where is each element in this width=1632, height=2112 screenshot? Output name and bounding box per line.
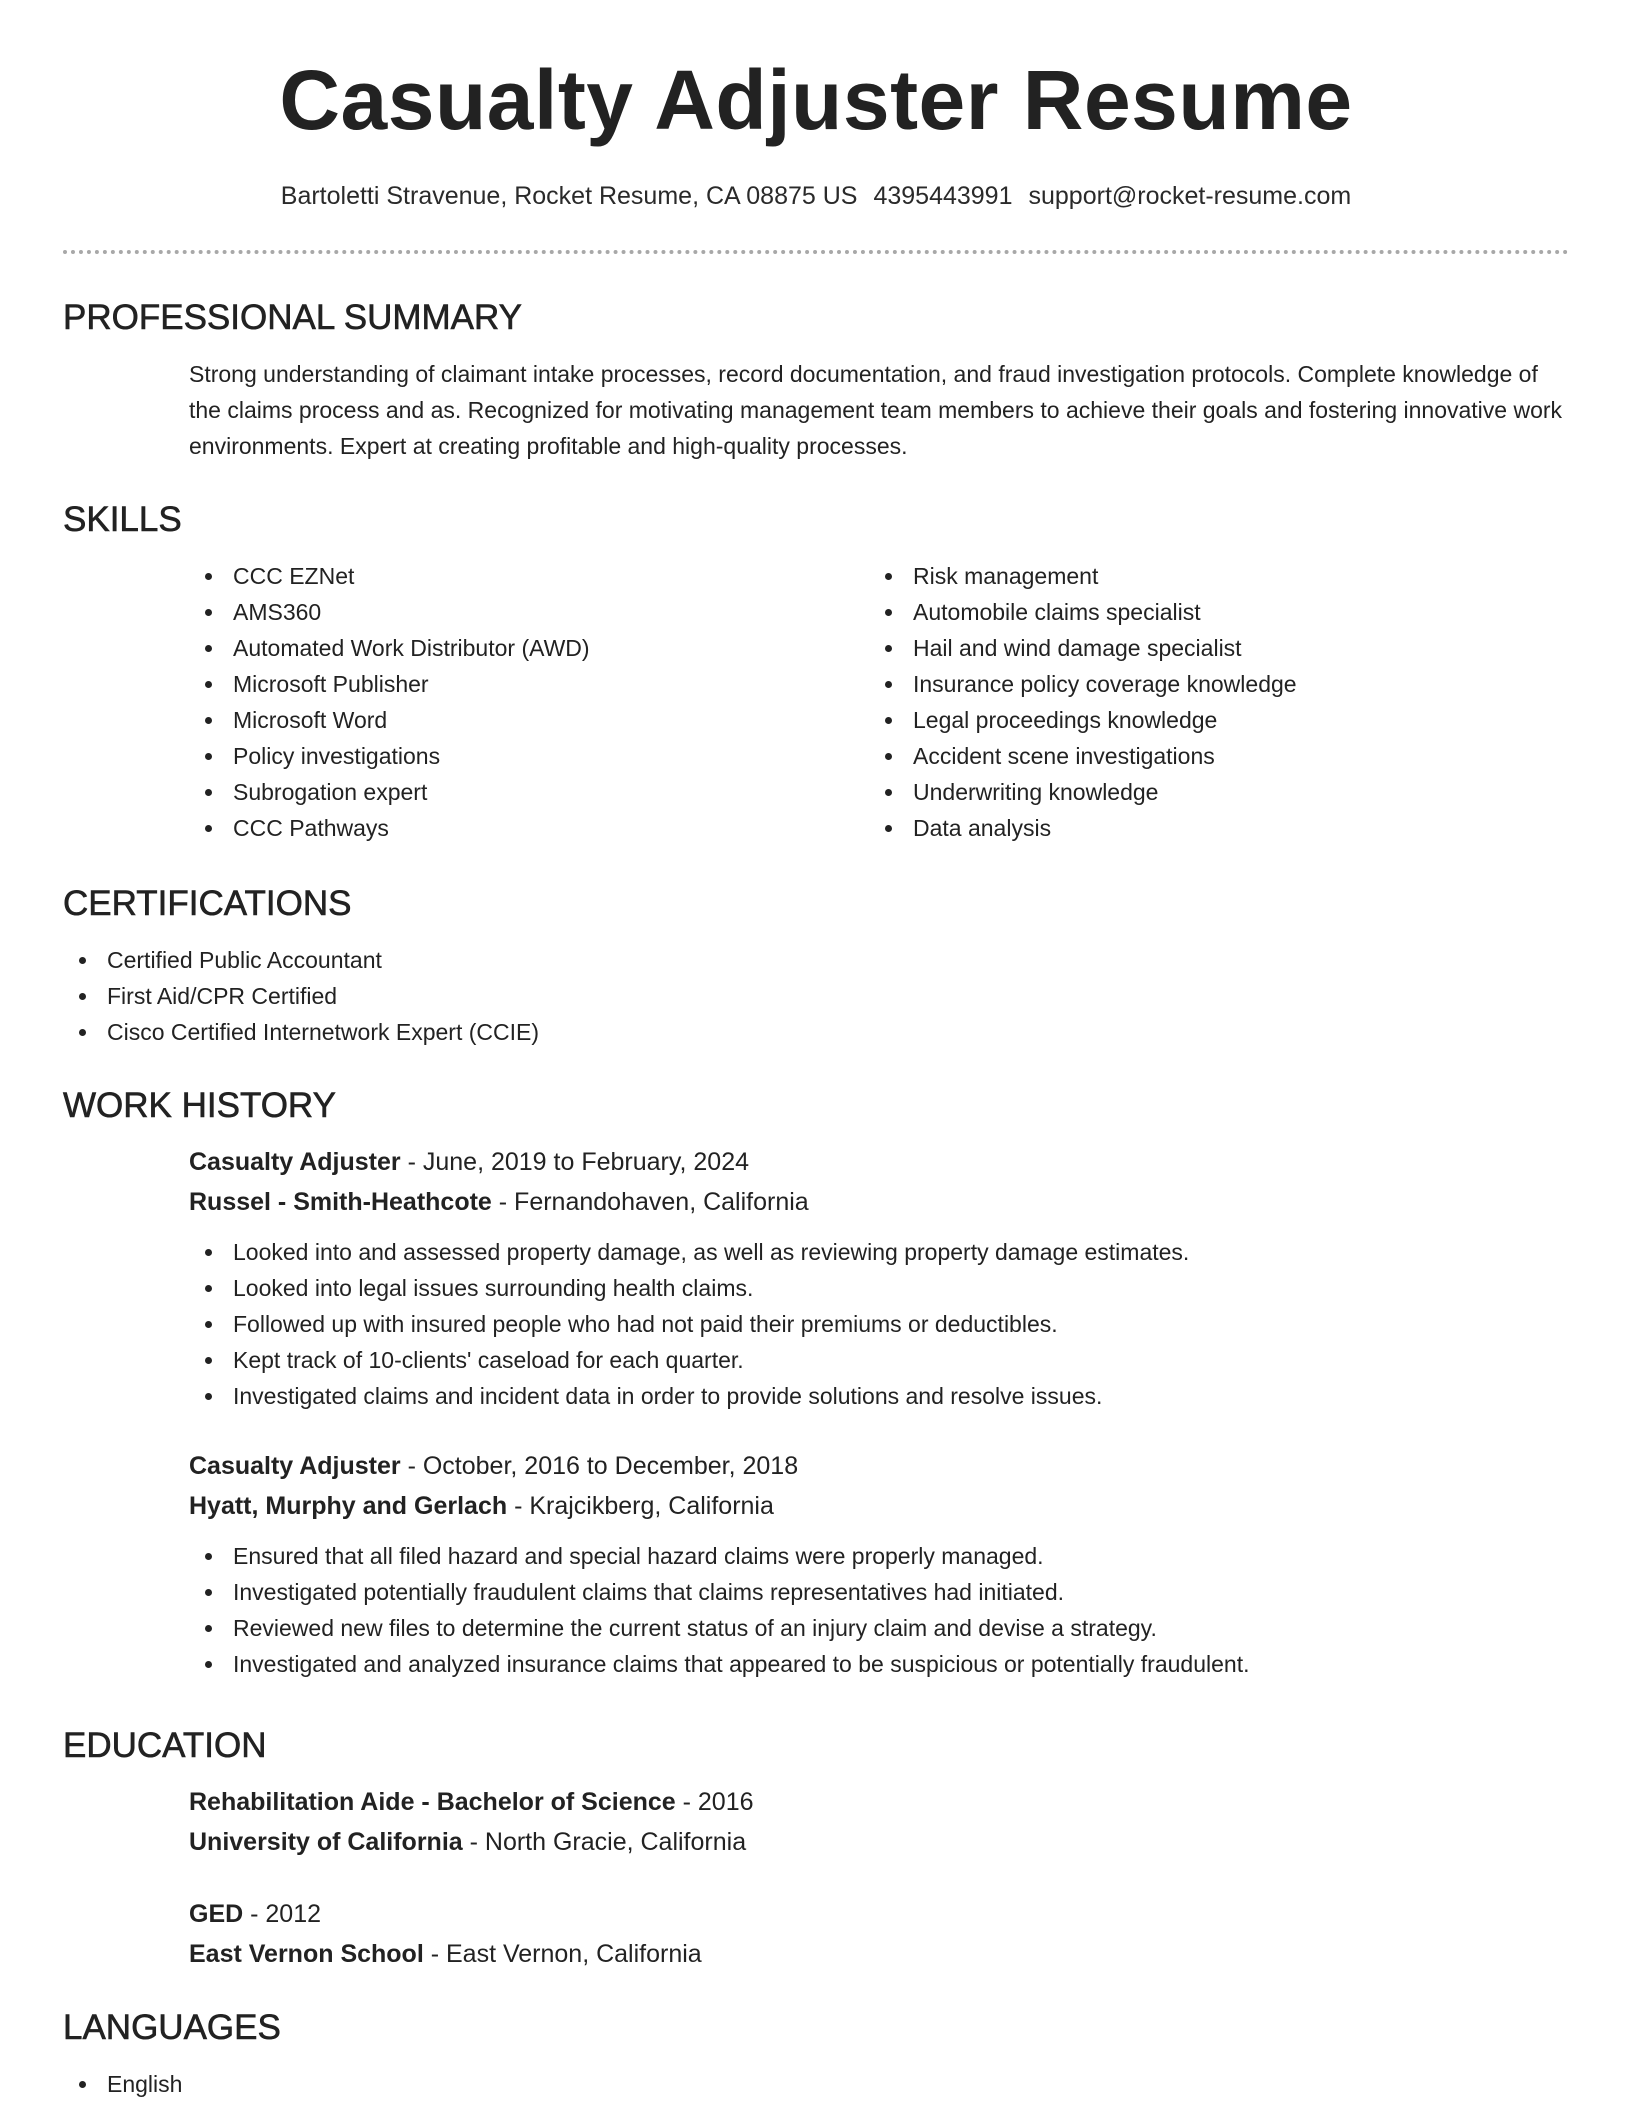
job-dates: - June, 2019 to February, 2024 [400, 1148, 750, 1176]
skill-item: Subrogation expert [189, 774, 869, 810]
job-company: Hyatt, Murphy and Gerlach [189, 1492, 508, 1520]
job-bullet: Ensured that all filed hazard and special hazard claims were properly managed. [189, 1538, 1569, 1574]
skill-item: Hail and wind damage specialist [869, 630, 1549, 666]
languages-heading: LANGUAGES [63, 2008, 281, 2047]
job-bullet: Investigated claims and incident data in order to provide solutions and resolve issues. [189, 1378, 1569, 1414]
degree-line [189, 1782, 1569, 1822]
email-text: support@rocket-resume.com [1028, 182, 1352, 210]
job-entry [189, 1446, 1569, 1682]
job-company-line [189, 1182, 1569, 1222]
certification-item: Certified Public Accountant [63, 942, 1569, 978]
job-bullet: Investigated and analyzed insurance claims that appeared to be suspicious or potentially fraudulent. [189, 1646, 1569, 1682]
address-text: Bartoletti Stravenue, Rocket Resume, CA 08875 US [280, 182, 858, 210]
job-location: - Krajcikberg, California [507, 1492, 774, 1520]
job-bullet: Looked into legal issues surrounding health claims. [189, 1270, 1569, 1306]
skills-right-column [869, 558, 1549, 846]
header-divider [63, 250, 1569, 254]
job-bullet: Followed up with insured people who had not paid their premiums or deductibles. [189, 1306, 1569, 1342]
job-dates: - October, 2016 to December, 2018 [400, 1452, 799, 1480]
skill-item: CCC EZNet [189, 558, 869, 594]
skills-heading: SKILLS [63, 500, 182, 539]
school-line [189, 1822, 1569, 1862]
skill-item: Automobile claims specialist [869, 594, 1549, 630]
school-name: East Vernon School [189, 1940, 424, 1968]
languages-section [63, 2008, 1569, 2102]
certifications-section [63, 884, 1569, 1050]
resume-title: Casualty Adjuster Resume [279, 53, 1353, 147]
skill-item: CCC Pathways [189, 810, 869, 846]
job-title: Casualty Adjuster [189, 1452, 401, 1480]
phone-text: 4395443991 [873, 182, 1013, 210]
job-title-line [189, 1142, 1569, 1182]
language-item: English [63, 2066, 1569, 2102]
work-history-heading: WORK HISTORY [63, 1086, 336, 1125]
job-bullet: Reviewed new files to determine the current status of an injury claim and devise a strategy. [189, 1610, 1569, 1646]
job-title: Casualty Adjuster [189, 1148, 401, 1176]
skill-item: AMS360 [189, 594, 869, 630]
education-heading: EDUCATION [63, 1726, 267, 1765]
job-company: Russel - Smith-Heathcote [189, 1188, 492, 1216]
school-line [189, 1934, 1569, 1974]
skill-item: Microsoft Publisher [189, 666, 869, 702]
degree-name: Rehabilitation Aide - Bachelor of Science [189, 1788, 676, 1816]
degree-line [189, 1894, 1569, 1934]
certification-item: Cisco Certified Internetwork Expert (CCIE) [63, 1014, 1569, 1050]
summary-text: Strong understanding of claimant intake processes, record documentation, and fraud investigation protocols. Complete knowledge of the claims process and as. Recognized for motivating management team members to achieve their goals and fostering innovative work environments. Expert at creating profitable and high-quality processes. [189, 361, 1563, 459]
degree-name: GED [189, 1900, 244, 1928]
certification-item: First Aid/CPR Certified [63, 978, 1569, 1014]
skill-item: Legal proceedings knowledge [869, 702, 1549, 738]
job-entry [189, 1142, 1569, 1414]
contact-line [0, 182, 1632, 211]
skills-section [63, 500, 1569, 846]
job-company-line [189, 1486, 1569, 1526]
job-bullet: Looked into and assessed property damage, as well as reviewing property damage estimates. [189, 1234, 1569, 1270]
degree-year: - 2012 [243, 1900, 322, 1928]
skill-item: Insurance policy coverage knowledge [869, 666, 1549, 702]
skill-item: Accident scene investigations [869, 738, 1549, 774]
school-location: - East Vernon, California [423, 1940, 702, 1968]
education-entry [189, 1782, 1569, 1862]
skill-item: Underwriting knowledge [869, 774, 1549, 810]
summary-heading: PROFESSIONAL SUMMARY [63, 298, 522, 337]
skill-item: Automated Work Distributor (AWD) [189, 630, 869, 666]
certifications-heading: CERTIFICATIONS [63, 884, 352, 923]
education-entry [189, 1894, 1569, 1974]
degree-year: - 2016 [675, 1788, 754, 1816]
skill-item: Data analysis [869, 810, 1549, 846]
skill-item: Risk management [869, 558, 1549, 594]
job-title-line [189, 1446, 1569, 1486]
skills-columns [189, 558, 1569, 846]
skills-left-column [189, 558, 869, 846]
job-location: - Fernandohaven, California [491, 1188, 809, 1216]
job-bullet: Kept track of 10-clients' caseload for each quarter. [189, 1342, 1569, 1378]
education-section [63, 1726, 1569, 1974]
school-name: University of California [189, 1828, 463, 1856]
work-history-section [63, 1086, 1569, 1682]
summary-section [63, 298, 1569, 464]
school-location: - North Gracie, California [462, 1828, 747, 1856]
skill-item: Microsoft Word [189, 702, 869, 738]
skill-item: Policy investigations [189, 738, 869, 774]
job-bullet: Investigated potentially fraudulent claims that claims representatives had initiated. [189, 1574, 1569, 1610]
